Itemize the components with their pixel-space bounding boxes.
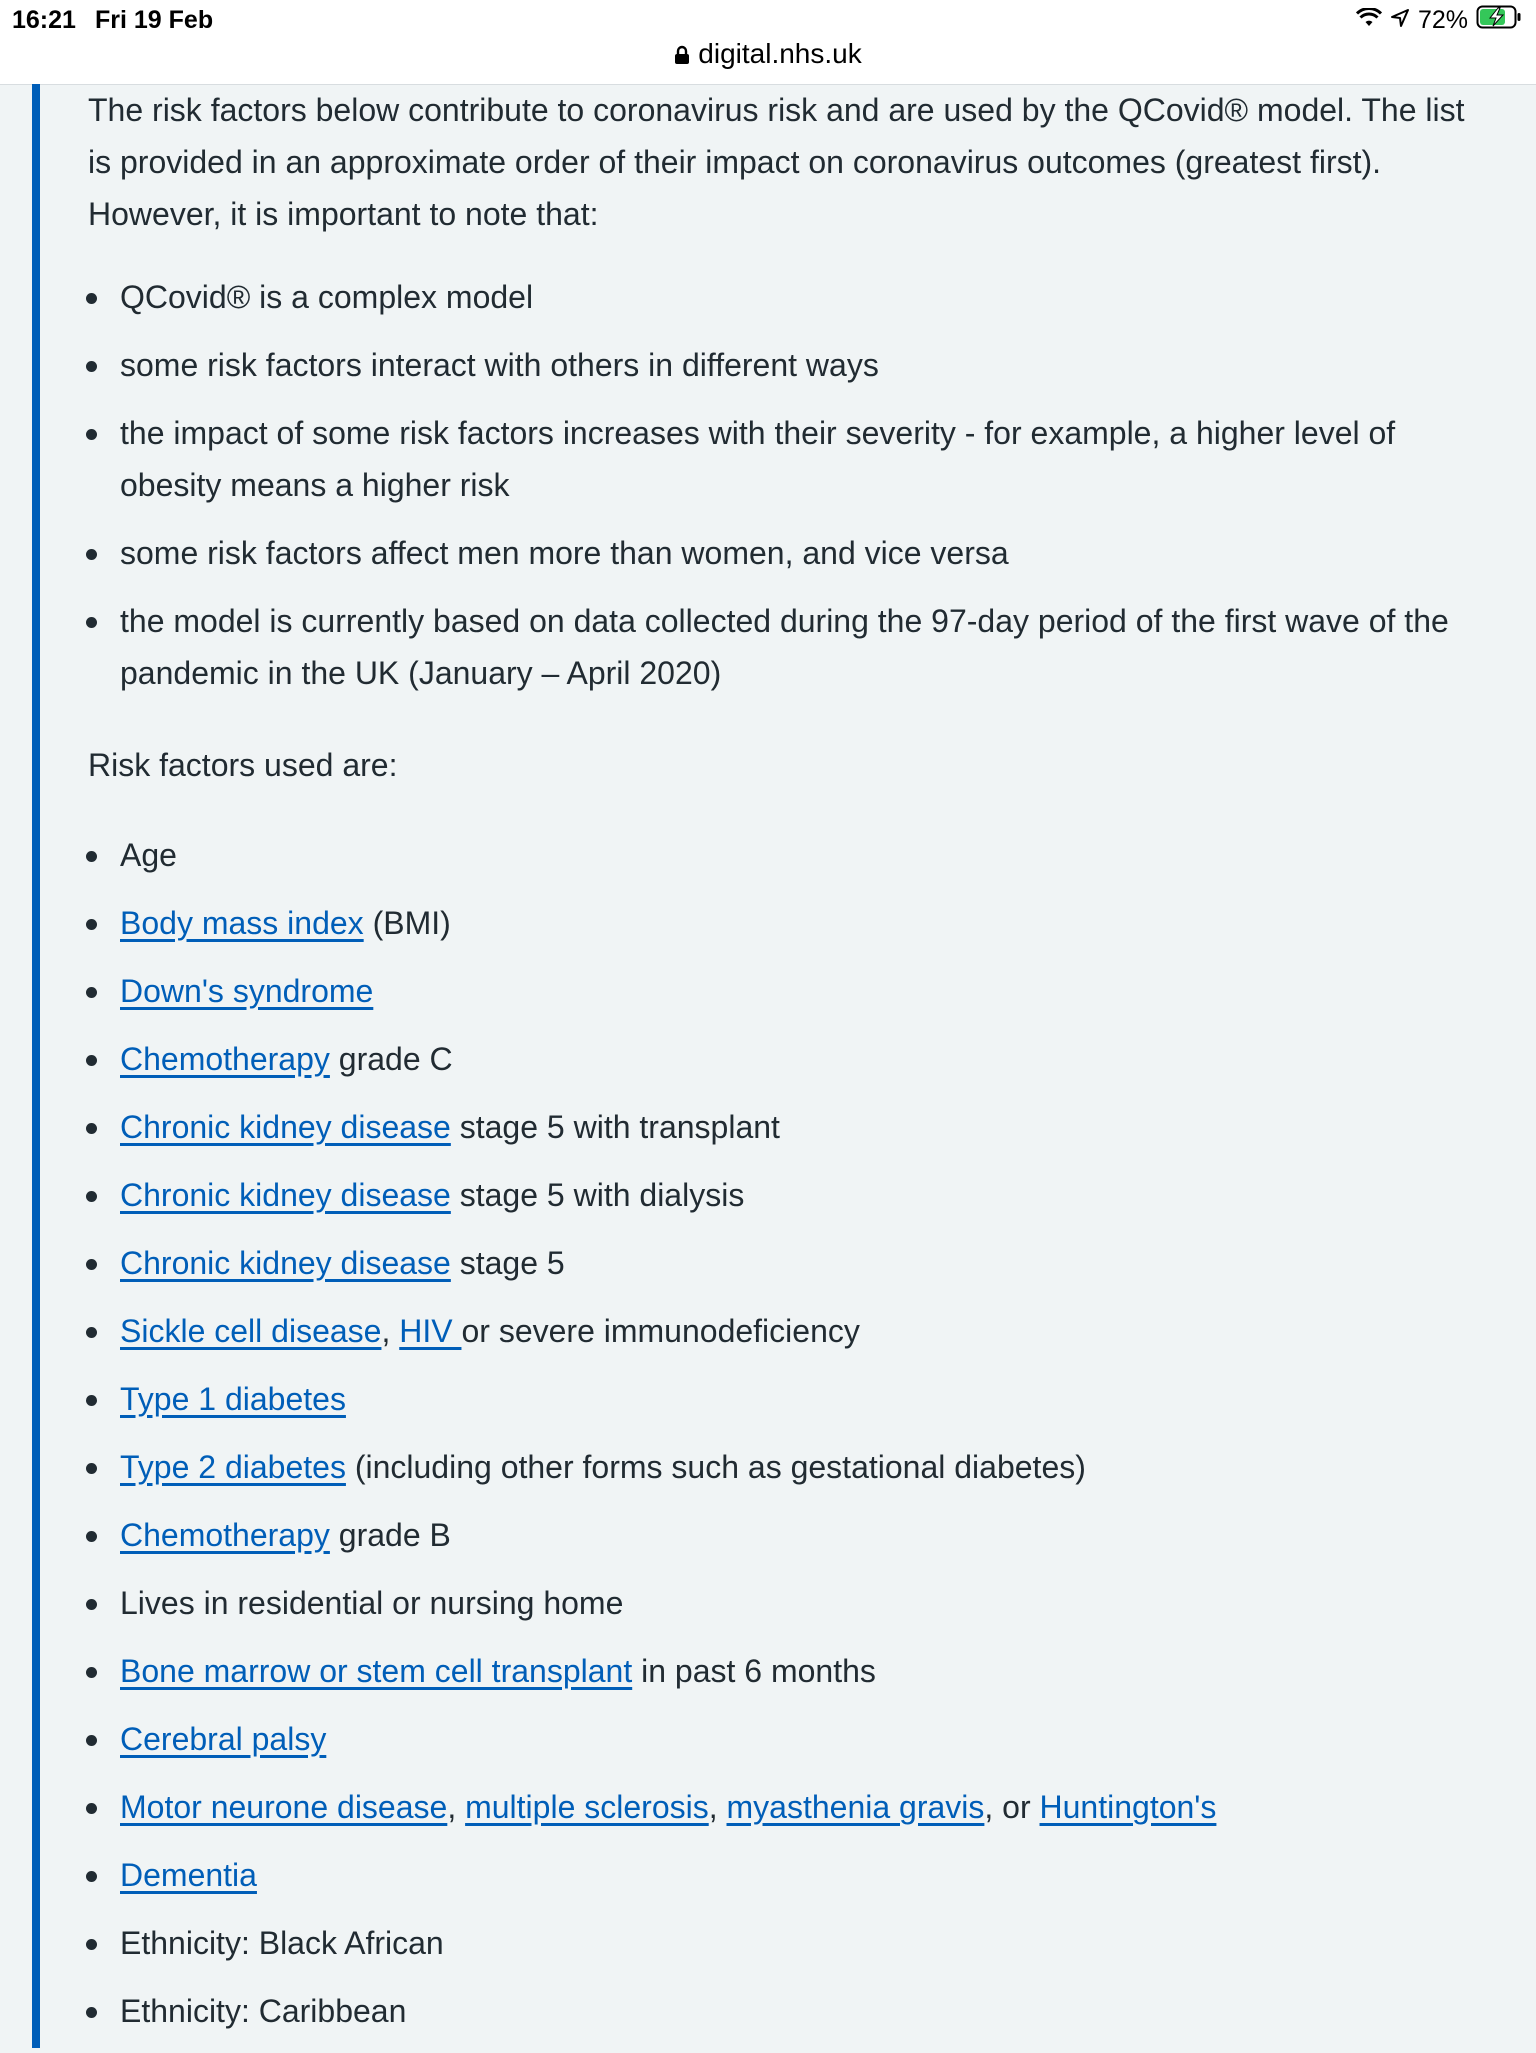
risk-factors-label: Risk factors used are: (88, 747, 398, 783)
list-item-text: QCovid® is a complex model (120, 279, 534, 315)
lock-icon (674, 40, 690, 72)
bullet (86, 1463, 97, 1474)
risk-factor-item (88, 1645, 1468, 1697)
cerebral-palsy-link[interactable]: Cerebral palsy (120, 1721, 327, 1757)
bullet (86, 1055, 97, 1066)
intro-paragraph: The risk factors below contribute to coronavirus risk and are used by the QCovid® model. The list is provided in an approximate order of their impact on coronavirus outcomes (greatest first). However, it is important to note that: (88, 92, 1465, 232)
status-time: 16:21 (12, 6, 76, 34)
status-indicators (1356, 5, 1522, 36)
chemotherapy-link[interactable]: Chemotherapy (120, 1041, 330, 1077)
risk-factor-item (88, 1169, 1468, 1221)
risk-factor-item (88, 1373, 1468, 1425)
notes-list (88, 271, 1468, 699)
risk-factors-list (88, 829, 1468, 2037)
list-item (88, 271, 1468, 323)
location-arrow-icon (1390, 6, 1410, 35)
list-item (88, 407, 1468, 511)
url-text[interactable]: digital.nhs.uk (698, 38, 862, 69)
risk-factor-item (88, 1237, 1468, 1289)
bullet (86, 429, 97, 440)
bullet (86, 2007, 97, 2018)
risk-factor-suffix: or severe immunodeficiency (461, 1313, 860, 1349)
risk-factor-suffix: grade C (329, 1041, 453, 1077)
risk-factor-suffix: stage 5 (450, 1245, 565, 1281)
bullet (86, 919, 97, 930)
bullet (86, 851, 97, 862)
risk-factor-item (88, 1441, 1468, 1493)
status-bar (0, 0, 1536, 85)
risk-factor-suffix: (BMI) (363, 905, 451, 941)
risk-factor-suffix: stage 5 with transplant (450, 1109, 780, 1145)
risk-factor-item (88, 897, 1468, 949)
bullet (86, 1871, 97, 1882)
list-item-text: some risk factors affect men more than women, and vice versa (120, 535, 1009, 571)
risk-factor-suffix: stage 5 with dialysis (450, 1177, 745, 1213)
risk-factor-item (88, 1509, 1468, 1561)
main-content (88, 84, 1468, 2053)
multiple-sclerosis-link[interactable]: multiple sclerosis (465, 1789, 709, 1825)
risk-factor-item (88, 1305, 1468, 1357)
huntingtons-link[interactable]: Huntington's (1039, 1789, 1217, 1825)
list-item-text: the impact of some risk factors increases with their severity - for example, a higher level of obesity means a higher risk (120, 415, 1396, 503)
risk-factor-item (88, 1577, 1468, 1629)
list-item (88, 595, 1468, 699)
risk-factor-item (88, 1985, 1468, 2037)
downs-syndrome-link[interactable]: Down's syndrome (120, 973, 374, 1009)
bullet (86, 1939, 97, 1950)
separator: , or (984, 1789, 1040, 1825)
risk-factor-text: Ethnicity: Caribbean (120, 1993, 407, 2029)
status-date: Fri 19 Feb (95, 6, 214, 34)
type-2-diabetes-link[interactable]: Type 2 diabetes (120, 1449, 346, 1485)
bullet (86, 361, 97, 372)
bullet (86, 1599, 97, 1610)
risk-factor-suffix: (including other forms such as gestational diabetes) (345, 1449, 1086, 1485)
separator: , (708, 1789, 727, 1825)
bullet (86, 617, 97, 628)
bone-marrow-transplant-link[interactable]: Bone marrow or stem cell transplant (120, 1653, 633, 1689)
chronic-kidney-disease-link[interactable]: Chronic kidney disease (120, 1109, 451, 1145)
risk-factor-item (88, 1033, 1468, 1085)
risk-factor-item (88, 829, 1468, 881)
bullet (86, 1803, 97, 1814)
bullet (86, 1191, 97, 1202)
list-item-text: some risk factors interact with others in different ways (120, 347, 879, 383)
chronic-kidney-disease-link[interactable]: Chronic kidney disease (120, 1177, 451, 1213)
risk-factor-item (88, 1101, 1468, 1153)
body-mass-index-link[interactable]: Body mass index (120, 905, 364, 941)
hiv-link[interactable]: HIV (399, 1313, 462, 1349)
battery-percentage: 72% (1417, 6, 1468, 34)
motor-neurone-disease-link[interactable]: Motor neurone disease (120, 1789, 448, 1825)
myasthenia-gravis-link[interactable]: myasthenia gravis (726, 1789, 985, 1825)
battery-charging-icon (1476, 5, 1522, 36)
risk-factor-text: Ethnicity: Black African (120, 1925, 444, 1961)
bullet (86, 1123, 97, 1134)
risk-factor-suffix: in past 6 months (632, 1653, 876, 1689)
bullet (86, 1735, 97, 1746)
chronic-kidney-disease-link[interactable]: Chronic kidney disease (120, 1245, 451, 1281)
list-item-text: the model is currently based on data collected during the 97-day period of the first wave of the pandemic in the UK (January – April 2020) (120, 603, 1449, 691)
list-item (88, 527, 1468, 579)
list-item (88, 339, 1468, 391)
bullet (86, 1327, 97, 1338)
inset-text-accent-bar (32, 84, 40, 2048)
risk-factor-item (88, 1917, 1468, 1969)
risk-factor-item (88, 1781, 1468, 1833)
separator: , (447, 1789, 466, 1825)
risk-factor-text: Lives in residential or nursing home (120, 1585, 624, 1621)
risk-factor-item (88, 1713, 1468, 1765)
bullet (86, 293, 97, 304)
bullet (86, 987, 97, 998)
chemotherapy-link[interactable]: Chemotherapy (120, 1517, 330, 1553)
bullet (86, 1667, 97, 1678)
separator: , (381, 1313, 400, 1349)
bullet (86, 549, 97, 560)
address-bar[interactable] (0, 38, 1536, 72)
risk-factor-item (88, 965, 1468, 1017)
dementia-link[interactable]: Dementia (120, 1857, 257, 1893)
bullet (86, 1395, 97, 1406)
wifi-icon (1356, 6, 1382, 35)
bullet (86, 1531, 97, 1542)
sickle-cell-disease-link[interactable]: Sickle cell disease (120, 1313, 382, 1349)
risk-factor-suffix: grade B (329, 1517, 451, 1553)
risk-factor-item (88, 1849, 1468, 1901)
bullet (86, 1259, 97, 1270)
risk-factor-text: Age (120, 837, 177, 873)
type-1-diabetes-link[interactable]: Type 1 diabetes (120, 1381, 346, 1417)
